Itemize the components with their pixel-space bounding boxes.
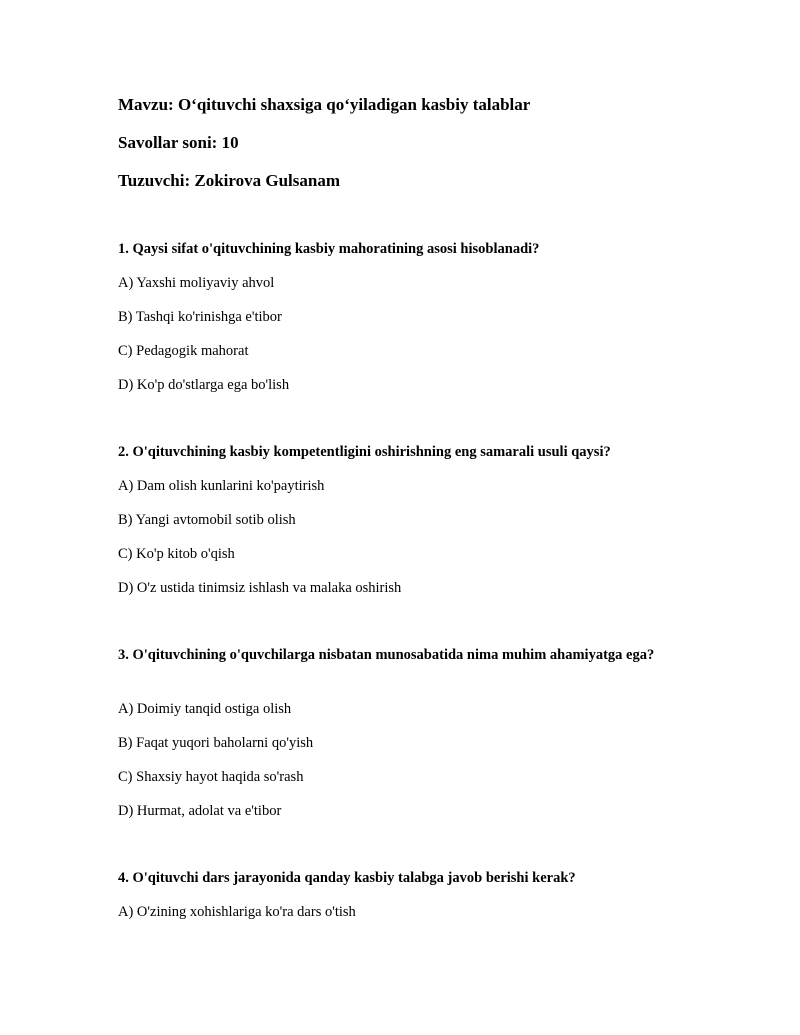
question-2: 2. O'qituvchining kasbiy kompetentligini oshirishning eng samarali usuli qaysi? xyxy=(118,444,611,460)
question-2-option-c: C) Ko'p kitob o'qish xyxy=(118,546,235,562)
question-4: 4. O'qituvchi dars jarayonida qanday kasbiy talabga javob berishi kerak? xyxy=(118,870,576,886)
topic-heading: Mavzu: O‘qituvchi shaxsiga qo‘yiladigan kasbiy talablar xyxy=(118,95,531,114)
question-count-heading: Savollar soni: 10 xyxy=(118,133,239,152)
question-2-option-b: B) Yangi avtomobil sotib olish xyxy=(118,512,296,528)
question-4-option-a: A) O'zining xohishlariga ko'ra dars o'tish xyxy=(118,904,356,920)
question-3: 3. O'qituvchining o'quvchilarga nisbatan munosabatida nima muhim ahamiyatga ega? xyxy=(118,647,655,663)
question-1-option-c: C) Pedagogik mahorat xyxy=(118,343,249,359)
question-3-option-a: A) Doimiy tanqid ostiga olish xyxy=(118,701,292,717)
question-3-option-d: D) Hurmat, adolat va e'tibor xyxy=(118,803,282,819)
question-1-option-b: B) Tashqi ko'rinishga e'tibor xyxy=(118,309,282,325)
question-1-option-d: D) Ko'p do'stlarga ega bo'lish xyxy=(118,377,290,393)
question-3-option-c: C) Shaxsiy hayot haqida so'rash xyxy=(118,769,304,785)
question-3-option-b: B) Faqat yuqori baholarni qo'yish xyxy=(118,735,314,751)
author-heading: Tuzuvchi: Zokirova Gulsanam xyxy=(118,171,341,190)
question-2-option-a: A) Dam olish kunlarini ko'paytirish xyxy=(118,478,325,494)
question-2-option-d: D) O'z ustida tinimsiz ishlash va malaka oshirish xyxy=(118,580,402,596)
question-1: 1. Qaysi sifat o'qituvchining kasbiy mahoratining asosi hisoblanadi? xyxy=(118,241,540,257)
question-1-option-a: A) Yaxshi moliyaviy ahvol xyxy=(118,275,275,291)
